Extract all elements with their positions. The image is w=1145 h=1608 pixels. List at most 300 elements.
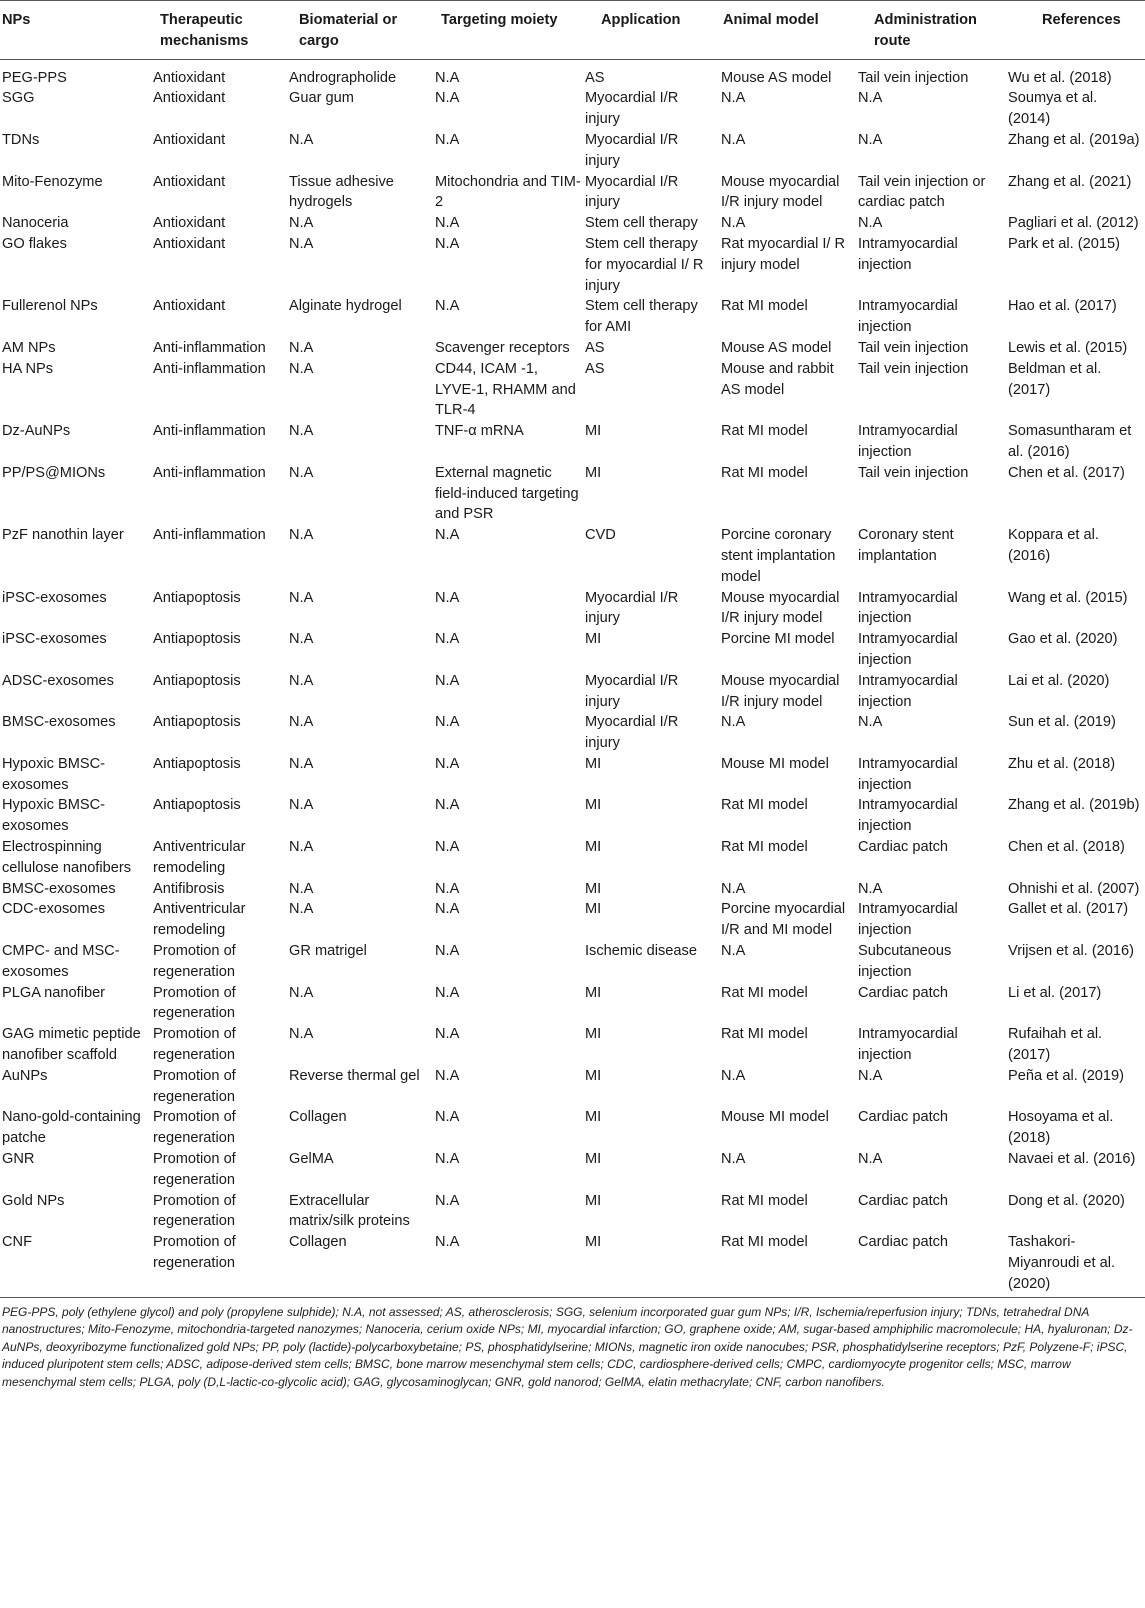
cell-targeting-moiety (435, 1232, 585, 1297)
cell-biomaterial-or-cargo (289, 213, 435, 234)
cell-text: MI (585, 755, 602, 772)
cell-text: N.A (435, 131, 460, 148)
cell-animal-model (721, 130, 858, 172)
cell-text: Antiapoptosis (153, 672, 241, 689)
cell-text: Intramyocardial injection (858, 589, 958, 627)
table-row (0, 941, 1145, 983)
table-row (0, 899, 1145, 941)
cell-text: Navaei et al. (2016) (1008, 1151, 1136, 1168)
cell-administration-route (858, 837, 1008, 879)
cell-text: Extracellular matrix/silk proteins (289, 1192, 410, 1230)
cell-text: N.A (289, 339, 314, 356)
cell-np-name (0, 754, 148, 796)
cell-np-name (0, 1191, 148, 1233)
cell-biomaterial-or-cargo (289, 234, 435, 296)
cell-text: Hypoxic BMSC-exosomes (2, 755, 105, 793)
cell-text: MI (585, 1109, 602, 1126)
cell-reference (1008, 1232, 1145, 1297)
cell-text: CMPC- and MSC-exosomes (2, 943, 120, 980)
cell-text: Hao et al. (2017) (1008, 298, 1117, 315)
cell-targeting-moiety (435, 879, 585, 900)
cell-biomaterial-or-cargo (289, 1191, 435, 1233)
cell-reference (1008, 463, 1145, 525)
cell-text: Scavenger receptors (435, 339, 570, 356)
cell-application (585, 359, 721, 421)
cell-text: Hypoxic BMSC-exosomes (2, 797, 105, 835)
cell-reference (1008, 795, 1145, 837)
cell-text: N.A (721, 215, 746, 232)
cell-text: AS (585, 339, 605, 356)
cell-application (585, 712, 721, 754)
cell-text: iPSC-exosomes (2, 589, 107, 606)
cell-targeting-moiety (435, 754, 585, 796)
table-row (0, 1107, 1145, 1149)
header-cell-biomaterial-or-cargo (289, 1, 435, 60)
header-label: Biomaterial or cargo (299, 12, 398, 49)
cell-text: Beldman et al. (2017) (1008, 360, 1102, 398)
cell-text: MI (585, 1192, 602, 1209)
cell-application (585, 588, 721, 630)
cell-text: Antiventricular remodeling (153, 839, 246, 876)
header-cell-administration-route (858, 1, 1008, 60)
cell-biomaterial-or-cargo (289, 795, 435, 837)
cell-text: CD44, ICAM -1, LYVE-1, RHAMM and TLR-4 (435, 360, 576, 419)
cell-biomaterial-or-cargo (289, 712, 435, 754)
cell-text: Mitochondria and TIM-2 (435, 173, 581, 211)
cell-text: Alginate hydrogel (289, 298, 402, 315)
cell-text: AS (585, 360, 605, 377)
cell-targeting-moiety (435, 1149, 585, 1191)
header-label: NPs (2, 12, 31, 28)
cell-text: GAG mimetic peptide nanofiber scaffold (2, 1026, 141, 1064)
cell-animal-model (721, 1232, 858, 1297)
cell-text: Zhang et al. (2019a) (1008, 131, 1140, 148)
cell-application (585, 1066, 721, 1108)
cell-targeting-moiety (435, 213, 585, 234)
cell-np-name (0, 1149, 148, 1191)
cell-text: CDC-exosomes (2, 901, 105, 918)
cell-text: N.A (289, 589, 314, 606)
cell-administration-route (858, 1149, 1008, 1191)
cell-text: External magnetic field-induced targeting and PSR (435, 464, 579, 523)
cell-biomaterial-or-cargo (289, 588, 435, 630)
cell-therapeutic-mechanism (148, 234, 289, 296)
cell-text: N.A (435, 880, 460, 897)
cell-np-name (0, 837, 148, 879)
cell-np-name (0, 359, 148, 421)
cell-targeting-moiety (435, 463, 585, 525)
cell-text: N.A (721, 880, 746, 897)
cell-text: Electrospinning cellulose nanofibers (2, 839, 131, 876)
cell-text: N.A (435, 1109, 460, 1126)
table-row (0, 795, 1145, 837)
cell-text: Rat MI model (721, 298, 808, 315)
cell-administration-route (858, 1107, 1008, 1149)
cell-text: N.A (435, 797, 460, 814)
cell-text: Rat MI model (721, 423, 808, 440)
cell-biomaterial-or-cargo (289, 130, 435, 172)
cell-text: MI (585, 1026, 602, 1043)
cell-application (585, 421, 721, 463)
cell-targeting-moiety (435, 172, 585, 214)
cell-text: Anti-inflammation (153, 339, 266, 356)
cell-text: Li et al. (2017) (1008, 984, 1102, 1001)
cell-text: N.A (721, 90, 746, 107)
cell-application (585, 795, 721, 837)
cell-text: Intramyocardial injection (858, 298, 958, 336)
cell-administration-route (858, 130, 1008, 172)
cell-np-name (0, 463, 148, 525)
cell-text: N.A (289, 880, 314, 897)
cell-text: N.A (435, 90, 460, 107)
cell-administration-route (858, 1024, 1008, 1066)
cell-animal-model (721, 1149, 858, 1191)
cell-text: Coronary stent implantation (858, 527, 954, 564)
cell-text: N.A (435, 527, 460, 544)
cell-targeting-moiety (435, 588, 585, 630)
cell-reference (1008, 172, 1145, 214)
cell-application (585, 837, 721, 879)
cell-biomaterial-or-cargo (289, 59, 435, 88)
cell-text: Mouse and rabbit AS model (721, 360, 834, 398)
cell-therapeutic-mechanism (148, 671, 289, 713)
cell-text: Wang et al. (2015) (1008, 589, 1128, 606)
cell-reference (1008, 983, 1145, 1025)
cell-text: Antioxidant (153, 69, 226, 86)
cell-text: N.A (721, 1151, 746, 1168)
cell-text: Myocardial I/R injury (585, 672, 679, 710)
cell-text: N.A (721, 943, 746, 960)
cell-biomaterial-or-cargo (289, 88, 435, 130)
cell-text: MI (585, 1234, 602, 1251)
cell-text: MI (585, 464, 602, 481)
cell-text: Fullerenol NPs (2, 298, 98, 315)
cell-reference (1008, 213, 1145, 234)
table-row (0, 59, 1145, 88)
cell-biomaterial-or-cargo (289, 1024, 435, 1066)
cell-targeting-moiety (435, 671, 585, 713)
cell-text: N.A (435, 1192, 460, 1209)
header-cell-therapeutic-mechanisms (148, 1, 289, 60)
table-row (0, 463, 1145, 525)
cell-targeting-moiety (435, 1191, 585, 1233)
cell-text: Subcutaneous injection (858, 943, 952, 980)
cell-text: Sun et al. (2019) (1008, 714, 1116, 731)
cell-therapeutic-mechanism (148, 172, 289, 214)
cell-application (585, 983, 721, 1025)
table-row (0, 525, 1145, 587)
cell-application (585, 1149, 721, 1191)
cell-text: Promotion of regeneration (153, 1151, 236, 1188)
cell-application (585, 899, 721, 941)
cell-administration-route (858, 234, 1008, 296)
cell-text: N.A (435, 1026, 460, 1043)
cell-text: N.A (289, 797, 314, 814)
cell-text: Mouse myocardial I/R injury model (721, 173, 840, 211)
cell-administration-route (858, 421, 1008, 463)
cell-text: SGG (2, 90, 35, 107)
cell-administration-route (858, 983, 1008, 1025)
header-label: Targeting moiety (441, 12, 558, 28)
cell-text: Rat MI model (721, 797, 808, 814)
cell-text: Promotion of regeneration (153, 1067, 236, 1105)
cell-text: Intramyocardial injection (858, 235, 958, 273)
cell-text: N.A (289, 215, 314, 232)
cell-administration-route (858, 213, 1008, 234)
cell-text: Rat MI model (721, 839, 808, 856)
cell-text: Intramyocardial injection (858, 672, 958, 710)
cell-biomaterial-or-cargo (289, 338, 435, 359)
cell-text: iPSC-exosomes (2, 631, 107, 648)
cell-animal-model (721, 1024, 858, 1066)
cell-administration-route (858, 1191, 1008, 1233)
table-row (0, 671, 1145, 713)
cell-text: N.A (435, 984, 460, 1001)
cell-text: Antifibrosis (153, 880, 225, 897)
table-body (0, 59, 1145, 1297)
cell-text: Promotion of regeneration (153, 1109, 236, 1147)
cell-targeting-moiety (435, 837, 585, 879)
cell-text: Stem cell therapy (585, 215, 698, 232)
cell-targeting-moiety (435, 525, 585, 587)
header-cell-references (1008, 1, 1145, 60)
cell-animal-model (721, 754, 858, 796)
cell-animal-model (721, 421, 858, 463)
cell-text: Cardiac patch (858, 1234, 949, 1251)
cell-np-name (0, 130, 148, 172)
cell-text: Mouse myocardial I/R injury model (721, 672, 840, 710)
table-row (0, 1232, 1145, 1297)
cell-text: N.A (289, 631, 314, 648)
cell-administration-route (858, 1232, 1008, 1297)
cell-text: N.A (289, 423, 314, 440)
cell-biomaterial-or-cargo (289, 754, 435, 796)
cell-text: Zhang et al. (2019b) (1008, 797, 1140, 814)
header-label: Therapeutic mechanisms (160, 12, 249, 49)
cell-text: Antiapoptosis (153, 589, 241, 606)
cell-text: Rat MI model (721, 1026, 808, 1043)
cell-np-name (0, 983, 148, 1025)
cell-administration-route (858, 463, 1008, 525)
cell-text: Guar gum (289, 90, 354, 107)
cell-text: N.A (721, 1067, 746, 1084)
cell-text: Cardiac patch (858, 1192, 949, 1209)
cell-text: Myocardial I/R injury (585, 131, 679, 169)
cell-text: Mouse myocardial I/R injury model (721, 589, 840, 627)
cell-text: CVD (585, 527, 616, 544)
cell-text: Dz-AuNPs (2, 423, 71, 440)
cell-reference (1008, 421, 1145, 463)
cell-np-name (0, 1024, 148, 1066)
cell-reference (1008, 712, 1145, 754)
cell-text: Promotion of regeneration (153, 1026, 236, 1064)
cell-animal-model (721, 671, 858, 713)
cell-np-name (0, 525, 148, 587)
cell-reference (1008, 59, 1145, 88)
cell-targeting-moiety (435, 234, 585, 296)
cell-administration-route (858, 671, 1008, 713)
cell-reference (1008, 359, 1145, 421)
cell-therapeutic-mechanism (148, 795, 289, 837)
cell-text: Porcine MI model (721, 631, 835, 648)
table-row (0, 1191, 1145, 1233)
cell-text: N.A (289, 360, 314, 377)
cell-therapeutic-mechanism (148, 359, 289, 421)
cell-text: Collagen (289, 1234, 347, 1251)
cell-np-name (0, 629, 148, 671)
cell-therapeutic-mechanism (148, 525, 289, 587)
cell-animal-model (721, 1066, 858, 1108)
cell-text: CNF (2, 1234, 32, 1251)
cell-text: Mouse AS model (721, 339, 832, 356)
cell-text: PEG-PPS (2, 69, 67, 86)
cell-text: MI (585, 901, 602, 918)
cell-biomaterial-or-cargo (289, 1066, 435, 1108)
cell-text: Antioxidant (153, 173, 226, 190)
cell-administration-route (858, 525, 1008, 587)
cell-np-name (0, 671, 148, 713)
cell-text: Intramyocardial injection (858, 797, 958, 835)
cell-text: Zhang et al. (2021) (1008, 173, 1132, 190)
cell-np-name (0, 899, 148, 941)
cell-application (585, 59, 721, 88)
cell-text: Mouse MI model (721, 755, 829, 772)
cell-animal-model (721, 899, 858, 941)
cell-administration-route (858, 359, 1008, 421)
cell-text: Rat MI model (721, 1234, 808, 1251)
cell-text: Chen et al. (2017) (1008, 464, 1125, 481)
cell-therapeutic-mechanism (148, 1024, 289, 1066)
cell-animal-model (721, 525, 858, 587)
cell-text: N.A (289, 839, 314, 856)
cell-targeting-moiety (435, 941, 585, 983)
cell-text: N.A (435, 1151, 460, 1168)
cell-text: Intramyocardial injection (858, 901, 958, 939)
cell-reference (1008, 296, 1145, 338)
cell-text: N.A (289, 235, 314, 252)
cell-text: BMSC-exosomes (2, 714, 116, 731)
cell-text: ADSC-exosomes (2, 672, 114, 689)
cell-np-name (0, 59, 148, 88)
cell-administration-route (858, 629, 1008, 671)
cell-text: Pagliari et al. (2012) (1008, 215, 1139, 232)
cell-np-name (0, 88, 148, 130)
cell-reference (1008, 588, 1145, 630)
cell-animal-model (721, 59, 858, 88)
cell-text: Peña et al. (2019) (1008, 1067, 1125, 1084)
cell-text: N.A (289, 672, 314, 689)
cell-targeting-moiety (435, 983, 585, 1025)
cell-administration-route (858, 712, 1008, 754)
cell-therapeutic-mechanism (148, 588, 289, 630)
cell-text: Reverse thermal gel (289, 1067, 420, 1084)
table-row (0, 234, 1145, 296)
cell-text: Myocardial I/R injury (585, 714, 679, 752)
table-row (0, 983, 1145, 1025)
cell-therapeutic-mechanism (148, 463, 289, 525)
header-cell-targeting-moiety (435, 1, 585, 60)
cell-animal-model (721, 359, 858, 421)
cell-text: GR matrigel (289, 943, 367, 960)
cell-np-name (0, 588, 148, 630)
cell-therapeutic-mechanism (148, 1149, 289, 1191)
cell-text: Tail vein injection (858, 69, 969, 86)
table-row (0, 359, 1145, 421)
cell-text: N.A (858, 714, 883, 731)
cell-text: PzF nanothin layer (2, 527, 124, 544)
cell-animal-model (721, 879, 858, 900)
table-row (0, 629, 1145, 671)
table-row (0, 837, 1145, 879)
cell-text: Anti-inflammation (153, 423, 266, 440)
cell-text: Cardiac patch (858, 839, 949, 856)
cell-animal-model (721, 213, 858, 234)
cell-therapeutic-mechanism (148, 338, 289, 359)
cell-text: Lai et al. (2020) (1008, 672, 1110, 689)
cell-text: Nano-gold-containing patche (2, 1109, 141, 1147)
cell-animal-model (721, 463, 858, 525)
cell-text: N.A (289, 527, 314, 544)
cell-text: N.A (289, 131, 314, 148)
cell-text: N.A (721, 714, 746, 731)
cell-animal-model (721, 712, 858, 754)
cell-text: Ischemic disease (585, 943, 697, 960)
cell-text: N.A (435, 755, 460, 772)
cell-animal-model (721, 629, 858, 671)
cell-administration-route (858, 588, 1008, 630)
cell-np-name (0, 296, 148, 338)
cell-application (585, 1024, 721, 1066)
cell-administration-route (858, 879, 1008, 900)
cell-text: Somasuntharam et al. (2016) (1008, 423, 1132, 460)
cell-text: Porcine myocardial I/R and MI model (721, 901, 846, 939)
cell-therapeutic-mechanism (148, 1107, 289, 1149)
cell-administration-route (858, 795, 1008, 837)
table-row (0, 1149, 1145, 1191)
table-row (0, 712, 1145, 754)
cell-text: Promotion of regeneration (153, 1234, 236, 1272)
cell-application (585, 234, 721, 296)
cell-text: Antioxidant (153, 235, 226, 252)
cell-application (585, 1107, 721, 1149)
table-header (0, 1, 1145, 60)
cell-targeting-moiety (435, 712, 585, 754)
header-label: Application (601, 12, 681, 28)
cell-text: Anti-inflammation (153, 464, 266, 481)
cell-therapeutic-mechanism (148, 1066, 289, 1108)
cell-therapeutic-mechanism (148, 879, 289, 900)
cell-reference (1008, 671, 1145, 713)
cell-text: MI (585, 631, 602, 648)
table-row (0, 130, 1145, 172)
cell-application (585, 879, 721, 900)
cell-text: Cardiac patch (858, 1109, 949, 1126)
cell-text: Dong et al. (2020) (1008, 1192, 1125, 1209)
cell-text: AM NPs (2, 339, 56, 356)
cell-text: Tail vein injection (858, 339, 969, 356)
cell-text: N.A (289, 984, 314, 1001)
cell-text: Tashakori-Miyanroudi et al. (2020) (1008, 1234, 1116, 1292)
cell-text: GNR (2, 1151, 35, 1168)
cell-reference (1008, 88, 1145, 130)
cell-targeting-moiety (435, 629, 585, 671)
cell-biomaterial-or-cargo (289, 172, 435, 214)
cell-text: N.A (858, 131, 883, 148)
cell-text: N.A (435, 943, 460, 960)
cell-targeting-moiety (435, 338, 585, 359)
cell-text: N.A (289, 714, 314, 731)
cell-administration-route (858, 338, 1008, 359)
